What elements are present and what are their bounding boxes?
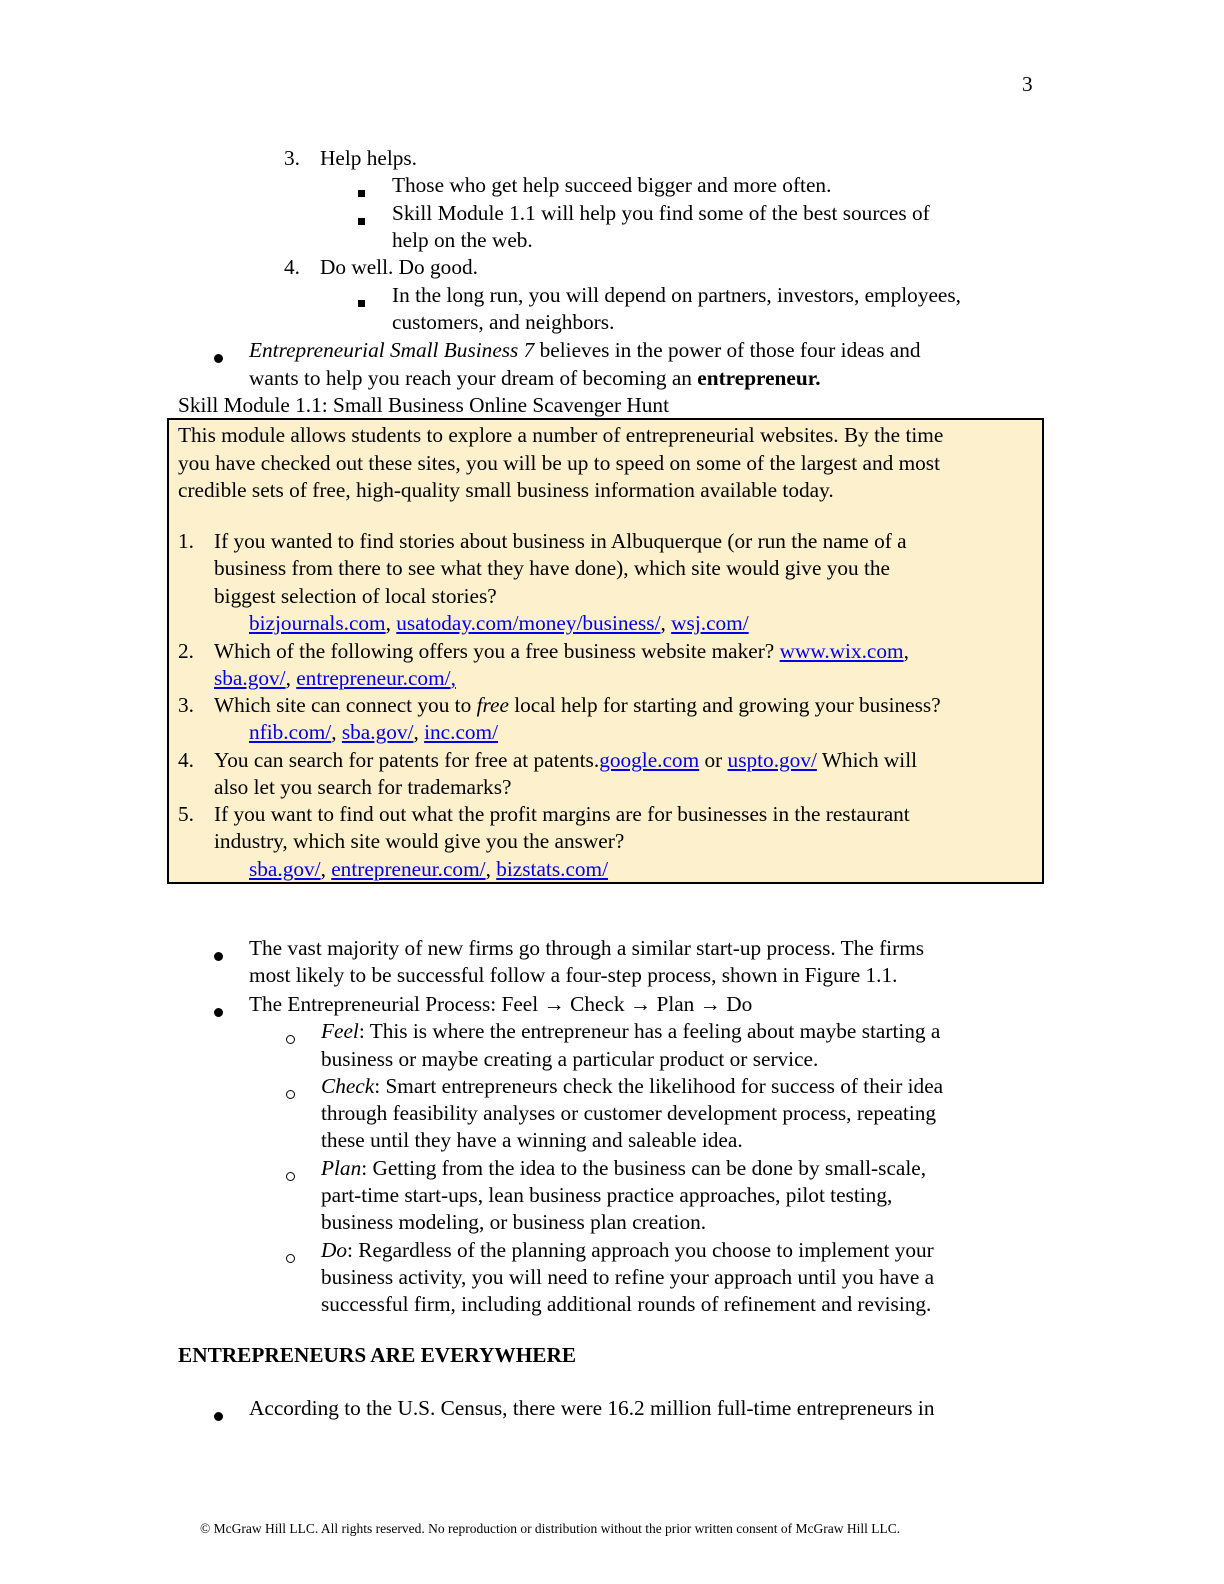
section-heading: ENTREPRENEURS ARE EVERYWHERE (178, 1343, 577, 1367)
process-line: The Entrepreneurial Process: Feel → Check → Plan → Do (249, 992, 753, 1016)
esb-bullet-line1 (249, 340, 921, 361)
question-number: 5. (178, 802, 194, 826)
step-line: business activity, you will need to refine your approach until you have a (321, 1265, 935, 1289)
sub-item-line: help on the web. (392, 228, 533, 252)
circle-bullet-icon (286, 1164, 295, 1185)
question-line: If you want to find out what the profit margins are for businesses in the restaurant (214, 802, 910, 826)
body-line: The vast majority of new firms go through a similar start-up process. The firms (249, 936, 925, 960)
circle-bullet-icon (286, 1027, 295, 1048)
q3-italic: free (476, 693, 509, 717)
step-text: : Getting from the idea to the business can be done by small-scale, (361, 1156, 927, 1180)
link-wix[interactable]: www.wix.com (779, 639, 904, 663)
question-line: industry, which site would give you the answer? (214, 829, 625, 853)
sub-item-line: customers, and neighbors. (392, 310, 615, 334)
step-term: Check (321, 1074, 375, 1098)
question-number: 2. (178, 639, 194, 663)
link-sba[interactable]: sba.gov/ (249, 857, 321, 881)
q4-text: Which will (816, 748, 918, 772)
question-number: 3. (178, 693, 194, 717)
link-nfib[interactable]: nfib.com/ (249, 720, 332, 744)
square-bullet-icon (358, 180, 365, 201)
link-entrepreneur[interactable]: entrepreneur.com/ (296, 666, 451, 690)
sub-item-line: Those who get help succeed bigger and more often. (392, 173, 832, 197)
box-intro-line: credible sets of free, high-quality small business information available today. (178, 478, 834, 502)
page-number: 3 (1022, 72, 1033, 96)
q3-text: Which site can connect you to (214, 693, 477, 717)
list-number: 4. (284, 255, 300, 279)
q5-links: sba.gov/, entrepreneur.com/, bizstats.com/ (249, 857, 609, 881)
bullet-dot-icon (214, 1404, 223, 1425)
sub-item-line: Skill Module 1.1 will help you find some of the best sources of (392, 201, 930, 225)
link-sba[interactable]: sba.gov/ (214, 666, 286, 690)
link-bizjournals[interactable]: bizjournals.com (249, 611, 386, 635)
step-plan (321, 1158, 926, 1179)
step-text: : Smart entrepreneurs check the likelihood for success of their idea (374, 1074, 944, 1098)
skill-module-title: Skill Module 1.1: Small Business Online Scavenger Hunt (178, 393, 669, 417)
list-number: 3. (284, 146, 300, 170)
bullet-dot-icon (214, 944, 223, 965)
circle-bullet-icon (286, 1246, 295, 1267)
link-entrepreneur[interactable]: entrepreneur.com/ (331, 857, 486, 881)
step-term: Feel (321, 1019, 359, 1043)
list-item-text: Help helps. (320, 146, 418, 170)
step-term: Do (321, 1238, 348, 1262)
body-line: According to the U.S. Census, there were 16.2 million full-time entrepreneurs in (249, 1396, 935, 1420)
link-sba[interactable]: sba.gov/ (341, 720, 414, 744)
question-line (214, 750, 917, 771)
esb-text: wants to help you reach your dream of becoming an (249, 366, 698, 390)
q3-text: local help for starting and growing your business? (508, 693, 941, 717)
step-line: through feasibility analyses or customer development process, repeating (321, 1101, 937, 1125)
link-bizstats[interactable]: bizstats.com/ (496, 857, 609, 881)
esb-bullet-line2 (249, 368, 821, 389)
list-item-text: Do well. Do good. (320, 255, 478, 279)
link-google[interactable]: google.com (599, 748, 700, 772)
q4-text: or (699, 748, 728, 772)
square-bullet-icon (358, 290, 365, 311)
step-line: business modeling, or business plan creation. (321, 1210, 707, 1234)
q1-links: bizjournals.com, usatoday.com/money/business/, wsj.com/ (249, 611, 749, 635)
step-line: these until they have a winning and saleable idea. (321, 1128, 743, 1152)
box-intro-line: This module allows students to explore a number of entrepreneurial websites. By the time (178, 423, 944, 447)
book-title: Entrepreneurial Small Business 7 (249, 338, 535, 362)
step-feel (321, 1021, 940, 1042)
link-uspto[interactable]: uspto.gov/ (727, 748, 817, 772)
step-term: Plan (321, 1156, 362, 1180)
sub-item-line: In the long run, you will depend on partners, investors, employees, (392, 283, 961, 307)
question-line: business from there to see what they have done), which site would give you the (214, 556, 891, 580)
esb-bold-term: entrepreneur. (697, 366, 821, 390)
body-line: most likely to be successful follow a four-step process, shown in Figure 1.1. (249, 963, 898, 987)
step-line: successful firm, including additional rounds of refinement and revising. (321, 1292, 932, 1316)
box-intro-line: you have checked out these sites, you will be up to speed on some of the largest and most (178, 451, 940, 475)
bullet-dot-icon (214, 346, 223, 367)
step-text: : Regardless of the planning approach you choose to implement your (347, 1238, 934, 1262)
step-line: business or maybe creating a particular product or service. (321, 1047, 819, 1071)
q4-text: You can search for patents for free at patents. (214, 748, 600, 772)
step-do (321, 1240, 934, 1261)
link-wsj[interactable]: wsj.com/ (671, 611, 749, 635)
step-check (321, 1076, 943, 1097)
copyright-footer: © McGraw Hill LLC. All rights reserved. No reproduction or distribution without the prior written consent of McGraw Hill LLC. (200, 1521, 901, 1536)
link-usatoday[interactable]: usatoday.com/money/business/ (396, 611, 661, 635)
step-text: : This is where the entrepreneur has a feeling about maybe starting a (358, 1019, 941, 1043)
question-line: Which of the following offers you a free business website maker? www.wix.com, (214, 639, 909, 663)
square-bullet-icon (358, 208, 365, 229)
question-line: If you wanted to find stories about business in Albuquerque (or run the name of a (214, 529, 907, 553)
question-line: also let you search for trademarks? (214, 775, 512, 799)
bullet-dot-icon (214, 1000, 223, 1021)
question-line (214, 695, 941, 716)
link-inc[interactable]: inc.com/ (424, 720, 499, 744)
question-number: 4. (178, 748, 194, 772)
esb-text: believes in the power of those four ideas and (534, 338, 921, 362)
circle-bullet-icon (286, 1082, 295, 1103)
question-number: 1. (178, 529, 194, 553)
step-line: part-time start-ups, lean business practice approaches, pilot testing, (321, 1183, 893, 1207)
q3-links: nfib.com/, sba.gov/, inc.com/ (249, 720, 499, 744)
q2-links: sba.gov/, entrepreneur.com/, (214, 666, 456, 690)
question-line: biggest selection of local stories? (214, 584, 497, 608)
q2-text: Which of the following offers you a free business website maker? (214, 639, 780, 663)
